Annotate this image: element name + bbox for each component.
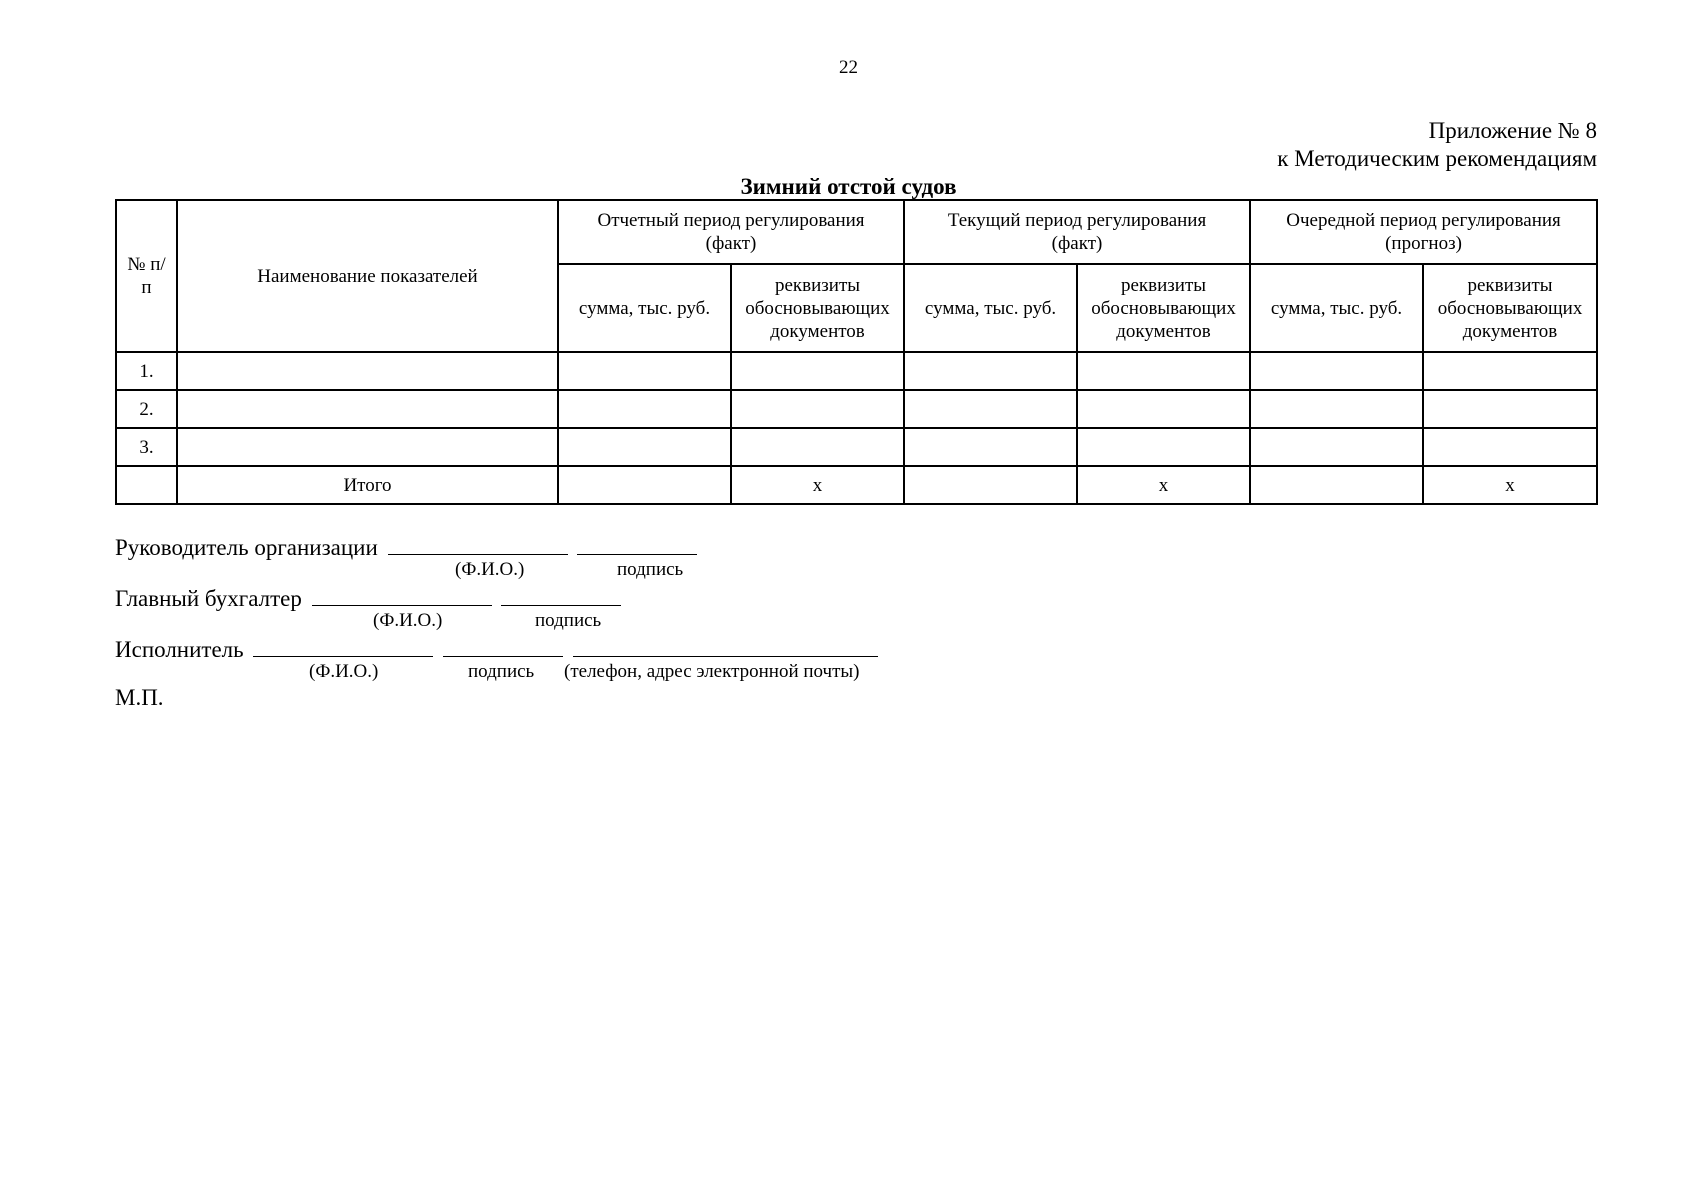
table-header-row — [116, 200, 1597, 264]
accountant-label: Главный бухгалтер — [115, 586, 302, 611]
executor-contact-field[interactable] — [573, 634, 878, 657]
executor-contact-caption: (телефон, адрес электронной почты) — [564, 661, 860, 682]
sum-cell[interactable] — [904, 390, 1077, 428]
sum-cell[interactable] — [1250, 428, 1423, 466]
appendix-reference — [1277, 117, 1597, 173]
sum-cell[interactable] — [558, 390, 731, 428]
documents-cell[interactable] — [1077, 428, 1250, 466]
header-period-reporting: Отчетный период регулирования (факт) — [558, 200, 904, 264]
row-number: 3. — [116, 428, 177, 466]
accountant-signature-field[interactable] — [501, 583, 621, 606]
subheader-sum: сумма, тыс. руб. — [904, 264, 1077, 352]
head-fio-field[interactable] — [388, 532, 568, 555]
head-label: Руководитель организации — [115, 535, 378, 560]
form-title: Зимний отстой судов — [740, 174, 957, 199]
documents-cell[interactable] — [731, 390, 904, 428]
subheader-documents: реквизиты обосновывающих документов — [1077, 264, 1250, 352]
accountant-signature-caption: подпись — [535, 610, 602, 631]
signature-line-head — [115, 532, 878, 559]
sum-cell[interactable] — [1250, 390, 1423, 428]
subheader-documents: реквизиты обосновывающих документов — [1423, 264, 1597, 352]
row-indicator-cell[interactable] — [177, 428, 558, 466]
executor-label: Исполнитель — [115, 637, 244, 662]
signature-captions-executor — [115, 661, 878, 685]
documents-cell[interactable] — [1423, 352, 1597, 390]
accountant-fio-caption: (Ф.И.О.) — [373, 610, 443, 631]
documents-cell[interactable] — [731, 352, 904, 390]
row-indicator-cell[interactable] — [177, 390, 558, 428]
header-period-current: Текущий период регулирования (факт) — [904, 200, 1250, 264]
total-documents-mark: x — [1077, 466, 1250, 504]
head-signature-caption: подпись — [617, 559, 684, 580]
total-row — [116, 466, 1597, 504]
signature-captions-accountant — [115, 610, 878, 634]
signature-captions-head — [115, 559, 878, 583]
total-sum-cell[interactable] — [558, 466, 731, 504]
total-documents-mark: x — [731, 466, 904, 504]
sum-cell[interactable] — [558, 352, 731, 390]
header-indicator-name: Наименование показателей — [177, 200, 558, 352]
head-fio-caption: (Ф.И.О.) — [455, 559, 525, 580]
accountant-fio-field[interactable] — [312, 583, 492, 606]
sum-cell[interactable] — [1250, 352, 1423, 390]
documents-cell[interactable] — [1423, 390, 1597, 428]
documents-cell[interactable] — [1423, 428, 1597, 466]
table-row — [116, 428, 1597, 466]
signature-line-executor — [115, 634, 878, 661]
executor-fio-field[interactable] — [253, 634, 433, 657]
signature-line-accountant — [115, 583, 878, 610]
row-number: 1. — [116, 352, 177, 390]
appendix-line-2: к Методическим рекомендациям — [1277, 146, 1597, 171]
sum-cell[interactable] — [904, 428, 1077, 466]
header-number: № п/п — [116, 200, 177, 352]
executor-fio-caption: (Ф.И.О.) — [309, 661, 379, 682]
signature-block — [115, 532, 878, 713]
sum-cell[interactable] — [904, 352, 1077, 390]
sum-cell[interactable] — [558, 428, 731, 466]
total-sum-cell[interactable] — [1250, 466, 1423, 504]
total-sum-cell[interactable] — [904, 466, 1077, 504]
total-documents-mark: x — [1423, 466, 1597, 504]
row-number: 2. — [116, 390, 177, 428]
documents-cell[interactable] — [731, 428, 904, 466]
header-period-next: Очередной период регулирования (прогноз) — [1250, 200, 1597, 264]
total-number-cell — [116, 466, 177, 504]
stamp-place: М.П. — [115, 685, 164, 710]
table-row — [116, 352, 1597, 390]
total-label: Итого — [177, 466, 558, 504]
documents-cell[interactable] — [1077, 390, 1250, 428]
table-row — [116, 390, 1597, 428]
appendix-line-1: Приложение № 8 — [1428, 118, 1597, 143]
data-table — [115, 199, 1598, 505]
executor-signature-caption: подпись — [468, 661, 535, 682]
page-number: 22 — [839, 57, 858, 78]
subheader-sum: сумма, тыс. руб. — [558, 264, 731, 352]
subheader-documents: реквизиты обосновывающих документов — [731, 264, 904, 352]
documents-cell[interactable] — [1077, 352, 1250, 390]
row-indicator-cell[interactable] — [177, 352, 558, 390]
subheader-sum: сумма, тыс. руб. — [1250, 264, 1423, 352]
head-signature-field[interactable] — [577, 532, 697, 555]
executor-signature-field[interactable] — [443, 634, 563, 657]
